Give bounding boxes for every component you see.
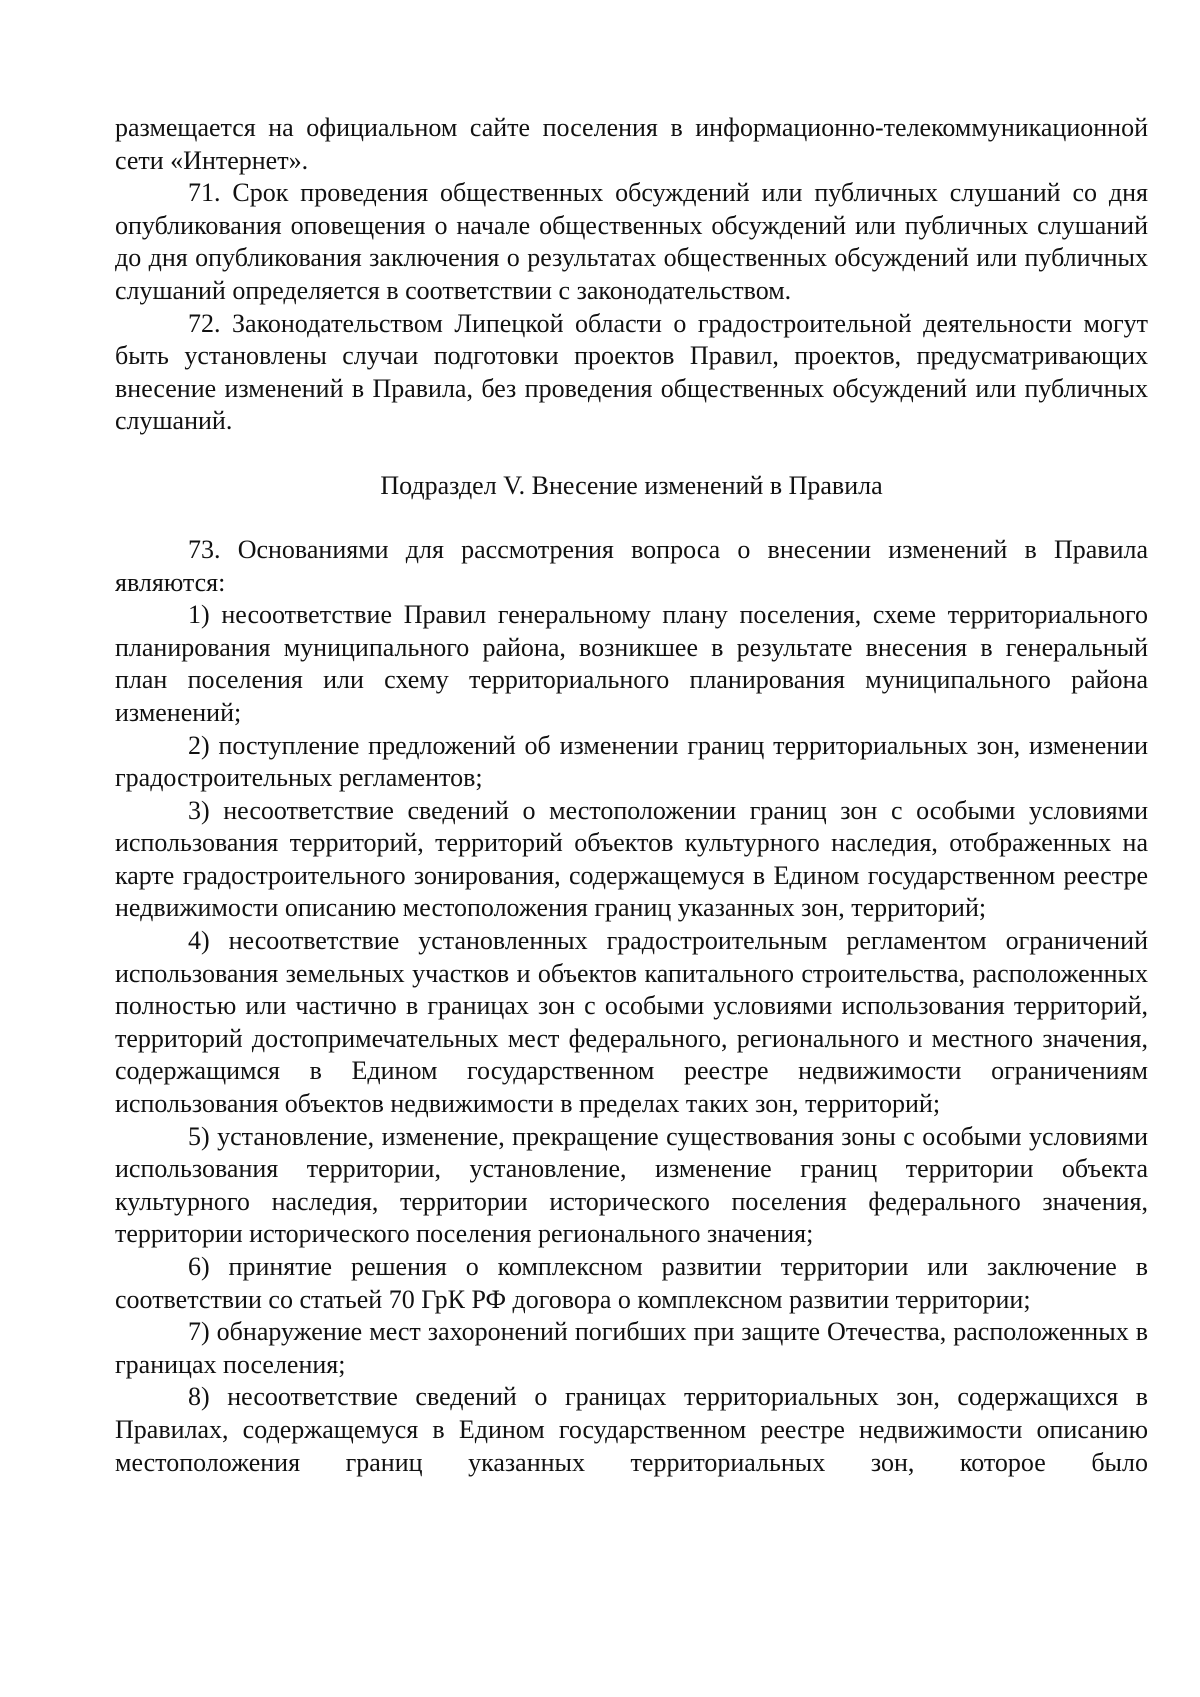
paragraph-72: 72. Законодательством Липецкой области о градостроительной деятельности могут быть установлены случаи подготовки проектов Правил, проектов, предусматривающих внесение изменений в Правила, без проведения общественных обсуждений или публичных слушаний. bbox=[115, 308, 1148, 436]
section-heading: Подраздел V. Внесение изменений в Правила bbox=[380, 470, 883, 500]
list-item-6: 6) принятие решения о комплексном развитии территории или заключение в соответствии со статьей 70 ГрК РФ договора о комплексном развитии территории; bbox=[115, 1252, 1148, 1314]
document-page bbox=[115, 112, 1148, 1479]
list-item-3: 3) несоответствие сведений о местоположении границ зон с особыми условиями использования территорий, территорий объектов культурного наследия, отображенных на карте градостроительного зонирования, содержащемуся в Едином государственном реестре недвижимости описанию местоположения границ указанных зон, территорий; bbox=[115, 795, 1148, 923]
list-item-4: 4) несоответствие установленных градостроительным регламентом ограничений использования земельных участков и объектов капитального строительства, расположенных полностью или частично в границах зон с особыми условиями использования территорий, территорий достопримечательных мест федерального, регионального и местного значения, содержащимся в Едином государственном реестре недвижимости ограничениям использования объектов недвижимости в пределах таких зон, территорий; bbox=[115, 926, 1148, 1119]
list-item-8: 8) несоответствие сведений о границах территориальных зон, содержащихся в Правилах, содержащемуся в Едином государственном реестре недвижимости описанию местоположения границ указанных территориальных зон, которое было bbox=[115, 1382, 1148, 1477]
list-item-5: 5) установление, изменение, прекращение существования зоны с особыми условиями использования территории, установление, изменение границ территории объекта культурного наследия, территории исторического поселения федерального значения, территории исторического поселения регионального значения; bbox=[115, 1121, 1148, 1249]
paragraph-73: 73. Основаниями для рассмотрения вопроса о внесении изменений в Правила являются: bbox=[115, 534, 1148, 597]
list-item-1: 1) несоответствие Правил генеральному плану поселения, схеме территориального планирования муниципального района, возникшее в результате внесения в генеральный план поселения или схему территориального планирования муниципального района изменений; bbox=[115, 600, 1148, 727]
list-item-2: 2) поступление предложений об изменении границ территориальных зон, изменении градостроительных регламентов; bbox=[115, 730, 1148, 793]
paragraph-intro-continuation: размещается на официальном сайте поселения в информационно-телекоммуникационной сети «Интернет». bbox=[115, 113, 1148, 175]
paragraph-71: 71. Срок проведения общественных обсуждений или публичных слушаний со дня опубликования оповещения о начале общественных обсуждений или публичных слушаний до дня опубликования заключения о результатах общественных обсуждений или публичных слушаний определяется в соответствии с законодательством. bbox=[115, 178, 1148, 305]
list-item-7: 7) обнаружение мест захоронений погибших при защите Отечества, расположенных в границах поселения; bbox=[115, 1317, 1148, 1379]
